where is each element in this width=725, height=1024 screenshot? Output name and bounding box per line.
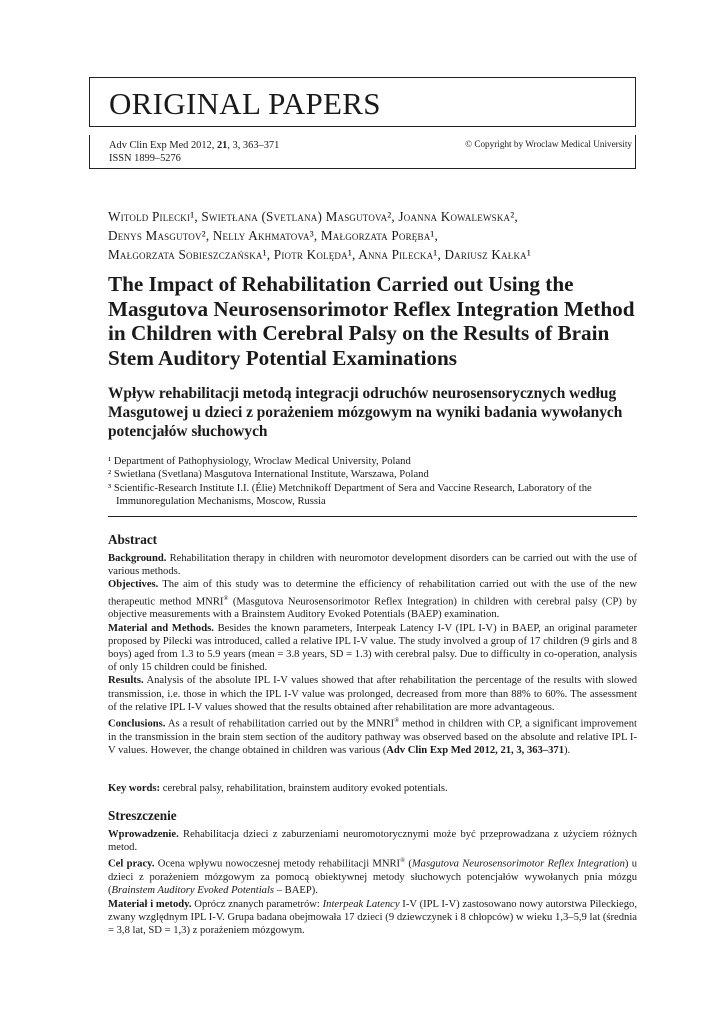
streszczenie-aim: Cel pracy. Ocena wpływu nowoczesnej metody rehabilitacji MNRI® (Masgutova Neurosensorimotor Reflex Integration) u dzieci z porażeniem mózgowym za pomocą obiektywnej metody słuchowych potencjałów wywołanych pnia mózgu (Brainstem Auditory Evoked Potentials – BAEP). [108,857,637,897]
abstract-results: Results. Analysis of the absolute IPL I-V values showed that after rehabilitation the percentage of the results with slowed transmission, i.e. those in which the IPL I-V value was prolonged, decreased from more than 88% to 60%. The assessment of the relative IPL I-V values showed that the results obtained after rehabilitation are more advantageous. [108,675,637,713]
author-list [108,207,643,264]
affiliation: ³ Scientific-Research Institute I.I. (Élie) Metchnikoff Department of Sera and Vaccine Research, Laboratory of the Immunoregulation Mechanisms, Moscow, Russia [108,482,592,508]
section-banner [89,77,636,127]
article-title: The Impact of Rehabilitation Carried out Using the Masgutova Neurosensorimotor Reflex Integration Method in Children with Cerebral Palsy on the Results of Brain Stem Auditory Potential Examinations [108,272,635,370]
abstract-body [108,552,637,757]
streszczenie-heading: Streszczenie [108,808,177,823]
abstract-conclusions: Conclusions. As a result of rehabilitation carried out by the MNRI® method in children with CP, a significant improvement in the transmission in the brain stem section of the auditory pathway was observed based on the absolute and relative IPL I-V values. However, the change obtained in children was various (Adv Clin Exp Med 2012, 21, 3, 363–371). [108,716,637,756]
abstract-methods: Material and Methods. Besides the known parameters, Interpeak Latency I-V (IPL I-V) in BAEP, an original parameter proposed by Pilecki was introduced, called a relative IPL I-V value. The study involved a group of 17 children (9 girls and 8 boys) aged from 1.3 to 5.9 years (mean = 3.8 years, SD = 1.3) with cerebral palsy. Due to difficulty in co-operation, analysis of only 15 children could be finished. [108,622,637,674]
streszczenie-methods: Materiał i metody. Oprócz znanych parametrów: Interpeak Latency I-V (IPL I-V) zastosowano nowy autorstwa Pileckiego, zwany względnym IPL I-V. Grupa badana obejmowała 17 dzieci (9 dziewczynek i 8 chłopców) w wieku 1,3–5,9 lat (średnia = 3,8 lat, SD = 1,3) z porażeniem mózgowym. [108,898,637,936]
author-line: Witold Pilecki¹, Swietłana (Svetlana) Masgutova², Joanna Kowalewska², [108,209,518,224]
abstract-heading: Abstract [108,532,158,547]
affiliation: ² Swietłana (Svetlana) Masgutova International Institute, Warszawa, Poland [108,469,429,481]
volume-number: 21 [216,140,228,151]
author-line: Małgorzata Sobieszczańska¹, Piotr Kolęda¹, Anna Pilecka¹, Dariusz Kałka¹ [108,247,532,262]
author-line: Denys Masgutov², Nelly Akhmatova³, Małgorzata Poręba¹, [108,228,439,243]
streszczenie-intro: Wprowadzenie. Rehabilitacja dzieci z zaburzeniami neuromotorycznymi może być przeprowadzana z użyciem różnych metod. [108,829,637,854]
copyright: © Copyright by Wroclaw Medical University [465,139,632,149]
journal-info-box [89,135,636,169]
journal-citation [109,139,279,165]
article-title-polish: Wpływ rehabilitacji metodą integracji odruchów neurosensorycznych według Masgutowej u dzieci z porażeniem mózgowym na wyniki badania wywołanych potencjałów słuchowych [108,385,623,440]
banner-title: ORIGINAL PAPERS [109,86,381,121]
abstract-background: Background. Rehabilitation therapy in children with neuromotor development disorders can be carried out with the use of various methods. [108,553,637,578]
affiliation: ¹ Department of Pathophysiology, Wroclaw Medical University, Poland [108,456,411,467]
affiliations [108,455,638,509]
citation-text: Adv Clin Exp Med 2012, [109,140,217,151]
streszczenie-body [108,828,637,937]
abstract-objectives: Objectives. The aim of this study was to determine the efficiency of rehabilitation carried out with the use of the new therapeutic method MNRI® (Masgutova Neurosensorimotor Reflex Integration) in children with cerebral palsy (CP) by objective measurements with a Brainstem Auditory Evoked Potentials (BAEP) examination. [108,579,637,621]
issn: ISSN 1899–5276 [109,153,181,164]
citation-pages: , 3, 363–371 [227,140,280,151]
keywords: Key words: cerebral palsy, rehabilitation, brainstem auditory evoked potentials. [108,783,448,794]
divider [108,516,637,517]
